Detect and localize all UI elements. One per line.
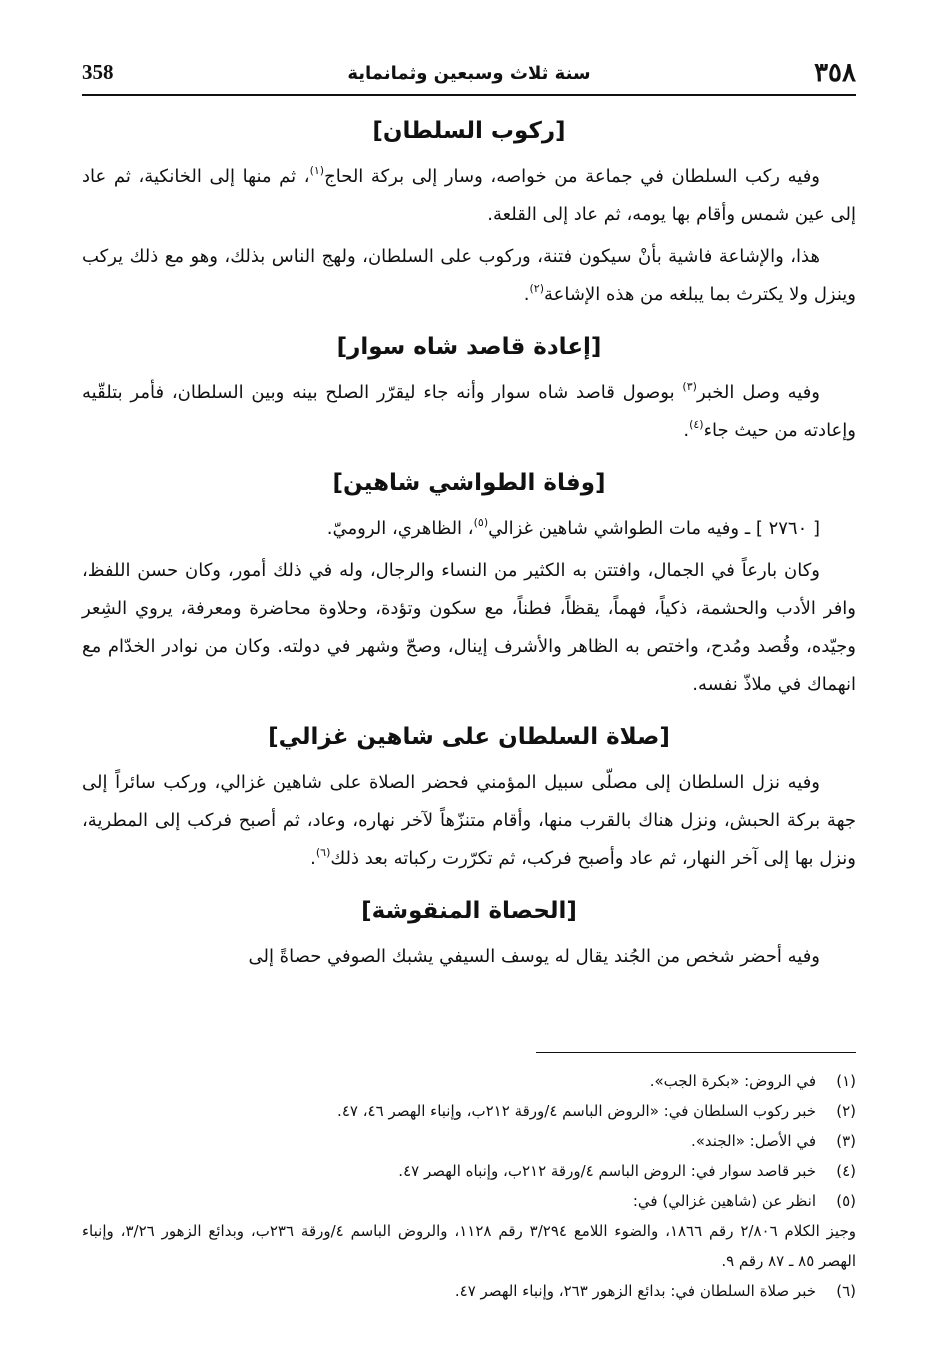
paragraph: وفيه أحضر شخص من الجُند يقال له يوسف السيفي يشبك الصوفي حصاةً إلى xyxy=(248,946,820,967)
footnote-divider xyxy=(536,1052,856,1053)
footnote-ref[interactable]: (٦) xyxy=(315,846,331,859)
footnote-mark: (٦) xyxy=(836,1282,856,1300)
footnote-text: خبر صلاة السلطان في: بدائع الزهور ٢٦٣، وإنباء الهصر ٤٧. xyxy=(454,1282,816,1300)
paragraph: وكان بارعاً في الجمال، وافتتن به الكثير من النساء والرجال، وله في ذلك أمور، وكان حسن اللفظ، وافر الأدب والحشمة، ذكياً، فهماً، يقظاً، فطناً، مع سكون وتؤدة، وحلاوة محاضرة ومعرفة، يروي الشِعر وجيّده، وقُصد ومُدح، واختص به الظاهر والأشرف إينال، وصحّ وشهر في دولته. وكان من نوادر الخدّام مع انهماك في ملاذّ نفسه. xyxy=(82,560,856,695)
running-title: سنة ثلاث وسبعين وثمانماية xyxy=(347,63,591,84)
footnote-text: انظر عن (شاهين غزالي) في: xyxy=(632,1192,816,1210)
paragraph: وفيه ركب السلطان في جماعة من خواصه، وسار إلى بركة الحاج$^{(١)}$، ثم منها إلى الخانكية، ثم عاد إلى عين شمس وأقام بها يومه، ثم عاد إلى القلعة. xyxy=(82,164,856,225)
paragraph: هذا، والإشاعة فاشية بأنْ سيكون فتنة، وركوب على السلطان، ولهج الناس بذلك، وهو مع ذلك يركب وينزل ولا يكترث بما يبلغه من هذه الإشاعة$^{(٢)}$. xyxy=(82,246,856,305)
footnote-ref[interactable]: (٣) xyxy=(682,380,697,393)
footnote-text: في الروض: «بكرة الجب». xyxy=(649,1072,816,1090)
section-engraved-pebble xyxy=(82,896,856,976)
paragraph: وفيه وصل الخبر$^{(٣)}$ بوصول قاصد شاه سوار وأنه جاء ليقرّر الصلح بينه وبين السلطان، فأمر بتلقّيه وإعادته من حيث جاء$^{(٤)}$. xyxy=(82,380,856,441)
footnote-text: في الأصل: «الجند». xyxy=(690,1132,816,1150)
page-header xyxy=(82,58,856,96)
footnote-mark: (٤) xyxy=(836,1162,856,1180)
section-prayer-shahin xyxy=(82,722,856,878)
section-title: [الحصاة المنقوشة] xyxy=(361,898,577,924)
page-number-latin: 358 xyxy=(82,60,114,84)
footnote xyxy=(82,1156,856,1186)
footnote-text: خبر ركوب السلطان في: «الروض الباسم ٤/ورقة ٢١٢ب، وإنباء الهصر ٤٦، ٤٧. xyxy=(337,1102,816,1120)
footnote xyxy=(82,1276,856,1306)
footnote-mark: (٣) xyxy=(836,1132,856,1150)
main-text xyxy=(82,116,856,994)
footnote-ref[interactable]: (٢) xyxy=(529,282,544,295)
section-title: [صلاة السلطان على شاهين غزالي] xyxy=(268,724,670,750)
footnote xyxy=(82,1186,856,1216)
footnote-text: خبر قاصد سوار في: الروض الباسم ٤/ورقة ٢١٢ب، وإنباه الهصر ٤٧. xyxy=(398,1162,816,1180)
footnote-continuation xyxy=(82,1216,856,1276)
paragraph: [ ٢٧٦٠ ] ـ وفيه مات الطواشي شاهين غزالي$^{(٥)}$، الظاهري، الروميّ. xyxy=(326,516,820,539)
section-title: [ركوب السلطان] xyxy=(372,118,566,144)
footnote-mark: (٥) xyxy=(836,1192,856,1210)
section-sultan-ride xyxy=(82,116,856,314)
section-death-shahin xyxy=(82,468,856,704)
footnote-ref[interactable]: (١) xyxy=(309,164,325,177)
footnote-mark: (٢) xyxy=(836,1102,856,1120)
section-envoy-return xyxy=(82,332,856,450)
footnote-mark: (١) xyxy=(836,1072,856,1090)
footnote xyxy=(82,1126,856,1156)
footnotes xyxy=(82,1066,856,1306)
section-title: [وفاة الطواشي شاهين] xyxy=(332,470,606,496)
footnote xyxy=(82,1066,856,1096)
footnote-ref[interactable]: (٥) xyxy=(473,516,489,529)
footnote-text: وجيز الكلام ٢/٨٠٦ رقم ١٨٦٦، والضوء اللامع ٣/٢٩٤ رقم ١١٢٨، والروض الباسم ٤/ورقة ٢٣٦ب، وبدائع الزهور ٣/٢٦، وإنباء الهصر ٨٥ ـ ٨٧ رقم ٩. xyxy=(82,1222,856,1270)
section-title: [إعادة قاصد شاه سوار] xyxy=(336,334,602,360)
page-number-arabic: ٣٥٨ xyxy=(814,58,856,88)
footnote xyxy=(82,1096,856,1126)
footnote-ref[interactable]: (٤) xyxy=(689,418,704,431)
paragraph: وفيه نزل السلطان إلى مصلّى سبيل المؤمني فحضر الصلاة على شاهين غزالي، وركب سائراً إلى جهة بركة الحبش، ونزل هناك بالقرب منها، وأقام متنزّهاً لآخر نهاره، وعاد، ثم أصبح فركب إلى المطرية، ونزل بها إلى آخر النهار، ثم عاد وأصبح فركب، ثم تكرّرت ركباته بعد ذلك$^{(٦)}$. xyxy=(82,772,856,869)
